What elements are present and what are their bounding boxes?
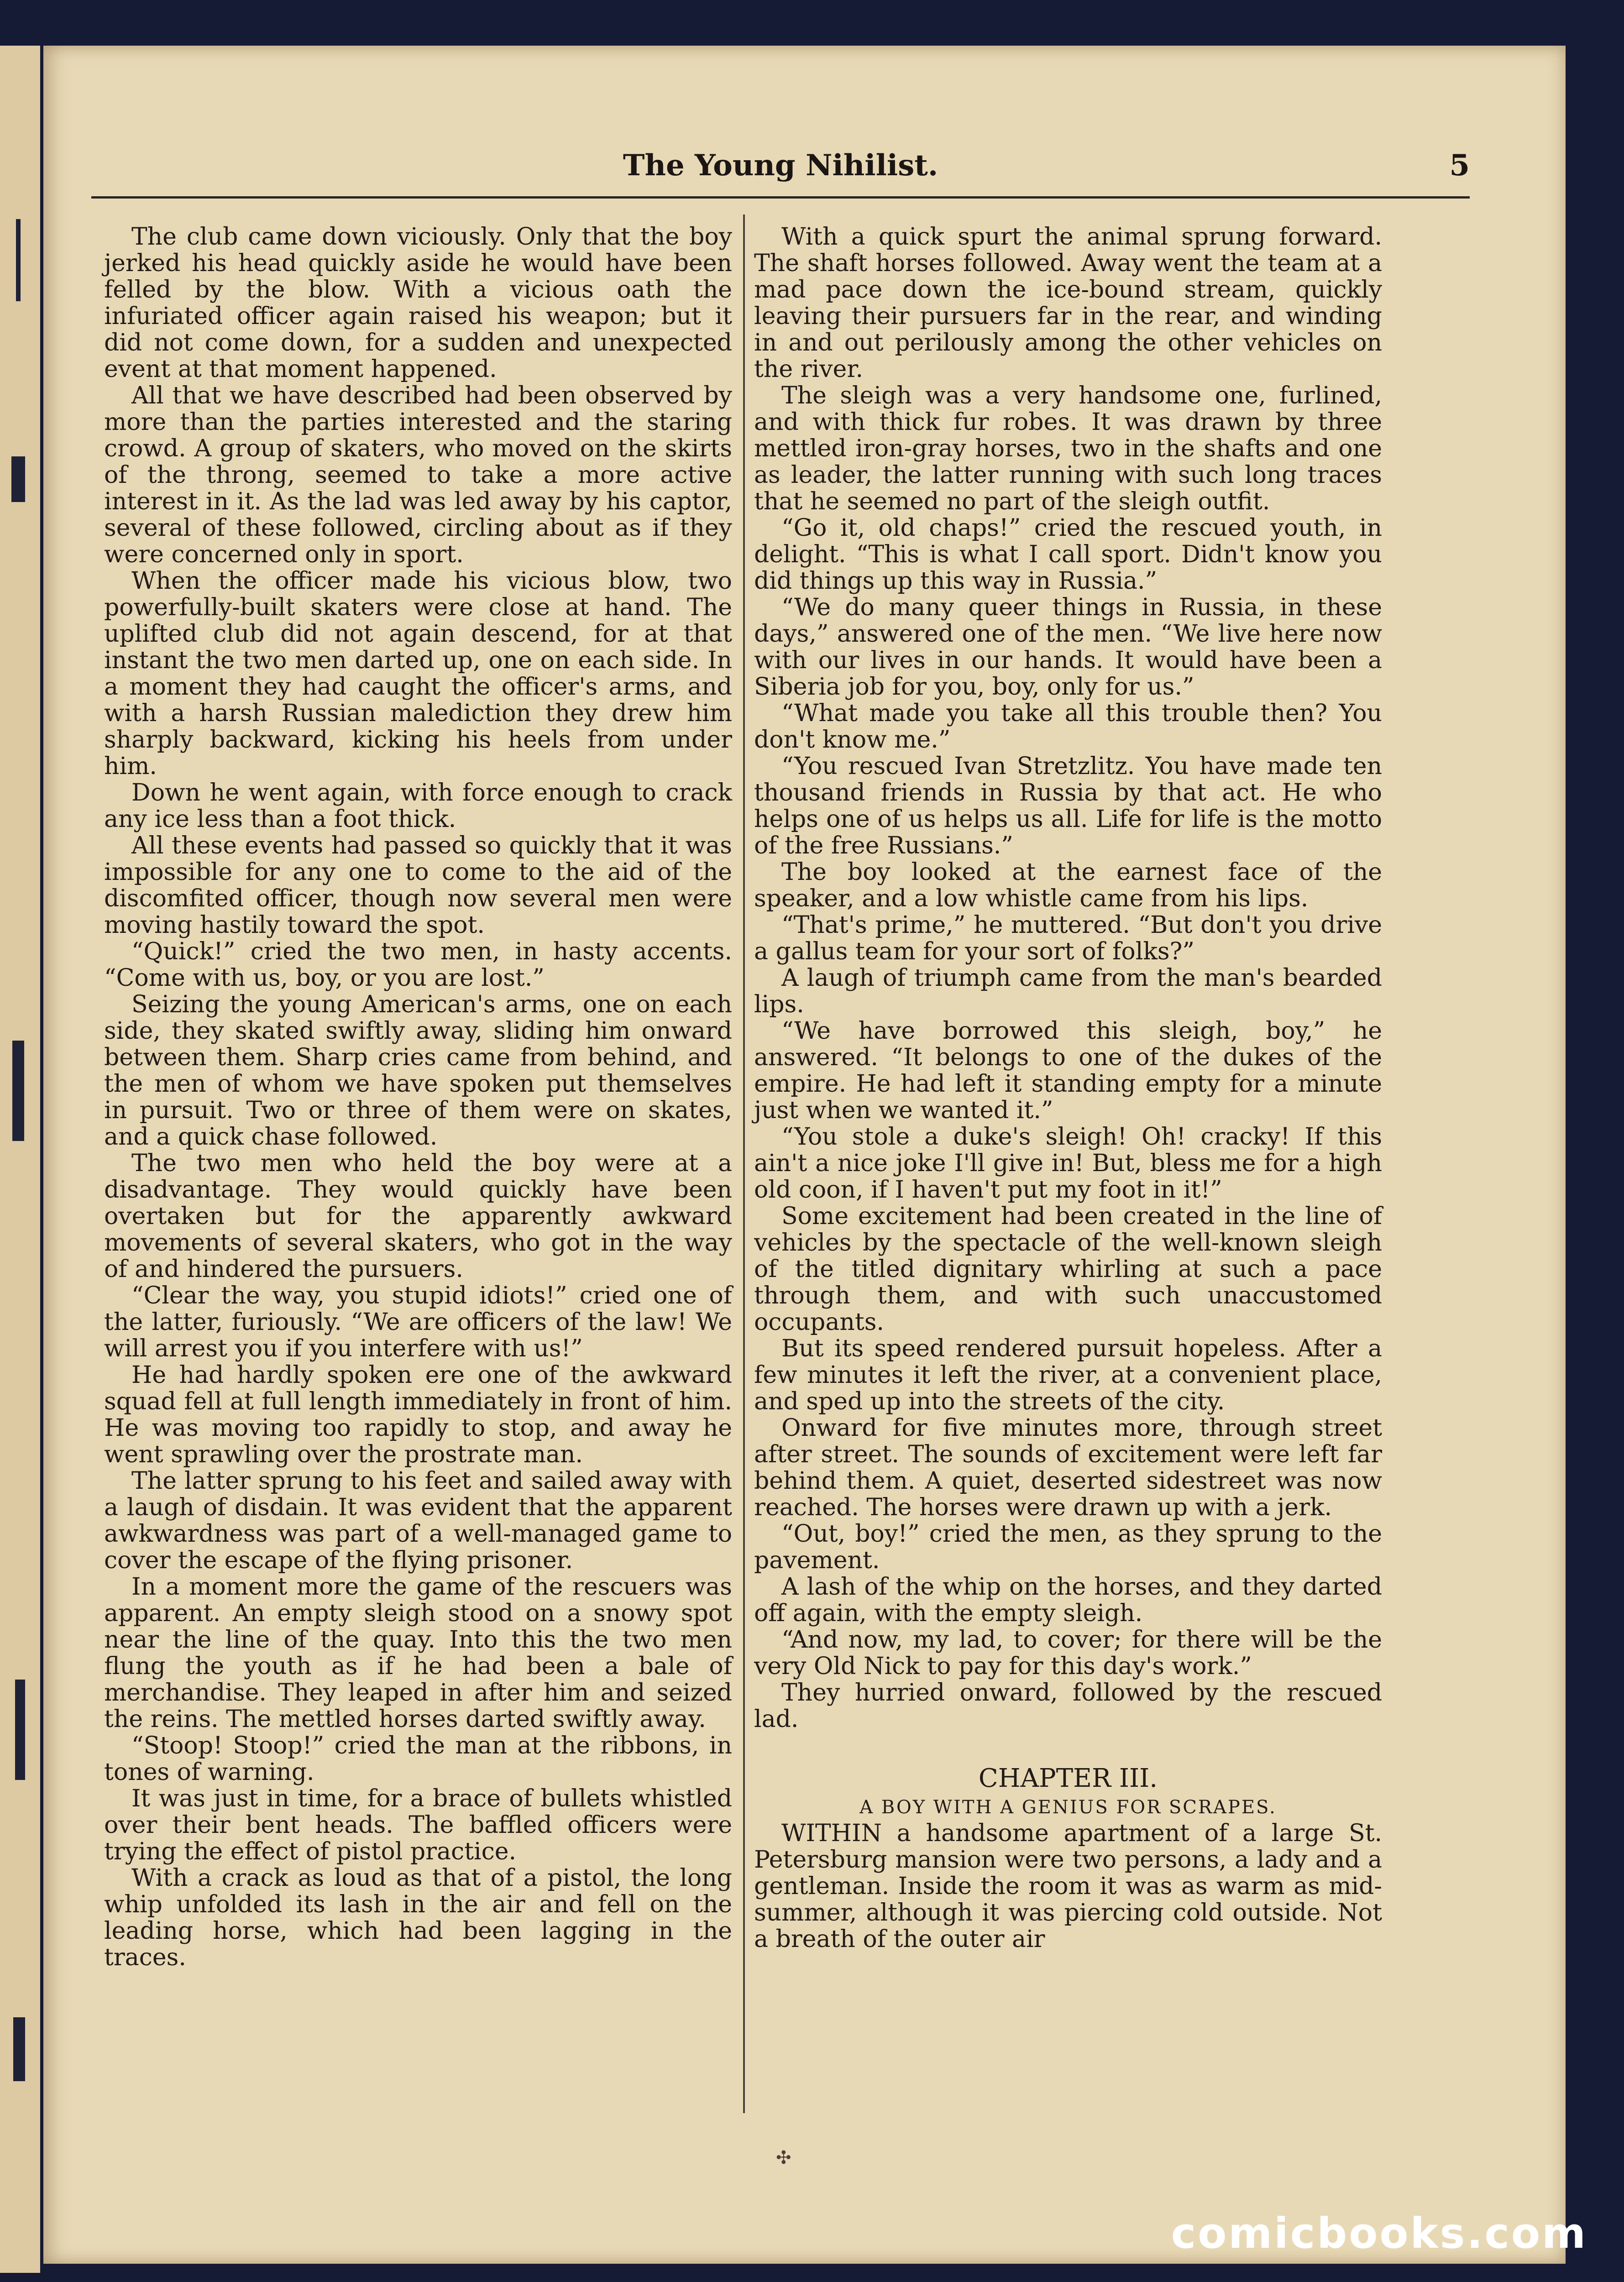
paragraph: In a moment more the game of the rescuers was apparent. An empty sleigh stood on a snowy spot near the line of the quay. Into this the two men flung the youth as if he had been a bale of merchandise. They leaped in after him and seized the reins. The mettled horses darted swiftly away. <box>104 1573 732 1733</box>
binding-mark <box>11 456 25 502</box>
paragraph: A lash of the whip on the horses, and they darted off again, with the empty sleigh. <box>754 1573 1382 1627</box>
previous-page-edge <box>0 46 40 2273</box>
paragraph: “Out, boy!” cried the men, as they sprung to the pavement. <box>754 1520 1382 1574</box>
paragraph: The sleigh was a very handsome one, furlined, and with thick fur robes. It was drawn by three mettled iron-gray horses, two in the shafts and one as leader, the latter running with such long traces that he seemed no part of the sleigh outfit. <box>754 382 1382 515</box>
paragraph: Seizing the young American's arms, one on each side, they skated swiftly away, sliding him onward between them. Sharp cries came from behind, and the men of whom we have spoken put themselves in pursuit. Two or three of them were on skates, and a quick chase followed. <box>104 991 732 1151</box>
paragraph: A laugh of triumph came from the man's bearded lips. <box>754 964 1382 1018</box>
paragraph: “Clear the way, you stupid idiots!” cried one of the latter, furiously. “We are officers of the law! We will arrest you if you interfere with us!” <box>104 1282 732 1362</box>
paragraph: Down he went again, with force enough to crack any ice less than a foot thick. <box>104 779 732 833</box>
paragraph: All that we have described had been observed by more than the parties interested and the staring crowd. A group of skaters, who moved on the skirts of the throng, seemed to take a more active interest in it. As the lad was led away by his captor, several of these followed, circling about as if they were concerned only in sport. <box>104 382 732 568</box>
paragraph: WITHIN a handsome apartment of a large St. Petersburg mansion were two persons, a lady and a gentleman. Inside the room it was as warm as mid-summer, although it was piercing cold outside. Not a breath of the outer air <box>754 1820 1382 1953</box>
paragraph: “We have borrowed this sleigh, boy,” he answered. “It belongs to one of the dukes of the empire. He had left it standing empty for a minute just when we wanted it.” <box>754 1017 1382 1124</box>
paragraph: He had hardly spoken ere one of the awkward squad fell at full length immediately in front of him. He was moving too rapidly to stop, and away he went sprawling over the prostrate man. <box>104 1361 732 1468</box>
paragraph: “You stole a duke's sleigh! Oh! cracky! If this ain't a nice joke I'll give in! But, bless me for a high old coon, if I haven't put my foot in it!” <box>754 1123 1382 1204</box>
paragraph: “Stoop! Stoop!” cried the man at the ribbons, in tones of warning. <box>104 1732 732 1786</box>
paragraph: With a quick spurt the animal sprung forward. The shaft horses followed. Away went the team at a mad pace down the ice-bound stream, quickly leaving their pursuers far in the rear, and winding in and out perilously among the other vehicles on the river. <box>754 223 1382 383</box>
paragraph: But its speed rendered pursuit hopeless. After a few minutes it left the river, at a convenient place, and sped up into the streets of the city. <box>754 1335 1382 1415</box>
paragraph: Some excitement had been created in the line of vehicles by the spectacle of the well-known sleigh of the titled dignitary whirling at such a pace through them, and with such unaccustomed occupants. <box>754 1203 1382 1336</box>
header-rule <box>91 196 1470 199</box>
paragraph: “That's prime,” he muttered. “But don't you drive a gallus team for your sort of folks?” <box>754 911 1382 965</box>
paragraph: With a crack as loud as that of a pistol, the long whip unfolded its lash in the air and fell on the leading horse, which had been lagging in the traces. <box>104 1864 732 1971</box>
chapter-subtitle: A BOY WITH A GENIUS FOR SCRAPES. <box>859 1797 1277 1818</box>
paragraph: When the officer made his vicious blow, two powerfully-built skaters were close at hand. The uplifted club did not again descend, for at that instant the two men darted up, one on each side. In a moment they had caught the officer's arms, and with a harsh Russian malediction they drew him sharply backward, kicking his heels from under him. <box>104 567 732 780</box>
paragraph: The boy looked at the earnest face of the speaker, and a low whistle came from his lips. <box>754 858 1382 912</box>
binding-mark <box>15 1680 25 1780</box>
paragraph: “We do many queer things in Russia, in these days,” answered one of the men. “We live here now with our lives in our hands. It would have been a Siberia job for you, boy, only for us.” <box>754 594 1382 701</box>
ornament-icon: ✣ <box>776 2147 791 2168</box>
paragraph: The latter sprung to his feet and sailed away with a laugh of disdain. It was evident that the apparent awkwardness was part of a well-managed game to cover the escape of the flying prisoner. <box>104 1467 732 1574</box>
column-divider <box>743 215 745 2113</box>
left-column <box>104 224 732 1971</box>
paragraph: “You rescued Ivan Stretzlitz. You have made ten thousand friends in Russia by that act. He who helps one of us helps us all. Life for life is the motto of the free Russians.” <box>754 753 1382 859</box>
watermark: comicbooks.com <box>1171 2209 1587 2258</box>
paragraph: All these events had passed so quickly that it was impossible for any one to come to the aid of the discomfited officer, though now several men were moving hastily toward the spot. <box>104 832 732 939</box>
binding-mark <box>12 1041 24 1141</box>
paragraph: The two men who held the boy were at a disadvantage. They would quickly have been overtaken but for the apparently awkward movements of several skaters, who got in the way of and hindered the pursuers. <box>104 1150 732 1283</box>
binding-mark <box>16 219 21 301</box>
running-title: The Young Nihilist. <box>623 148 938 183</box>
page-number: 5 <box>1449 148 1470 183</box>
paragraph: It was just in time, for a brace of bullets whistled over their bent heads. The baffled officers were trying the effect of pistol practice. <box>104 1785 732 1865</box>
paragraph: “Quick!” cried the two men, in hasty accents. “Come with us, boy, or you are lost.” <box>104 938 732 992</box>
paragraph: “What made you take all this trouble then? You don't know me.” <box>754 700 1382 754</box>
paragraph: They hurried onward, followed by the rescued lad. <box>754 1679 1382 1733</box>
paragraph: “And now, my lad, to cover; for there will be the very Old Nick to pay for this day's work.” <box>754 1626 1382 1680</box>
binding-mark <box>13 2017 25 2081</box>
running-header <box>91 148 1470 185</box>
chapter-heading: CHAPTER III. <box>978 1764 1158 1793</box>
paragraph: “Go it, old chaps!” cried the rescued youth, in delight. “This is what I call sport. Didn't know you did things up this way in Russia.” <box>754 514 1382 595</box>
paragraph: Onward for five minutes more, through street after street. The sounds of excitement were left far behind them. A quiet, deserted sidestreet was now reached. The horses were drawn up with a jerk. <box>754 1414 1382 1521</box>
right-column <box>754 224 1382 1952</box>
paragraph: The club came down viciously. Only that the boy jerked his head quickly aside he would have been felled by the blow. With a vicious oath the infuriated officer again raised his weapon; but it did not come down, for a sudden and unexpected event at that moment happened. <box>104 223 732 383</box>
